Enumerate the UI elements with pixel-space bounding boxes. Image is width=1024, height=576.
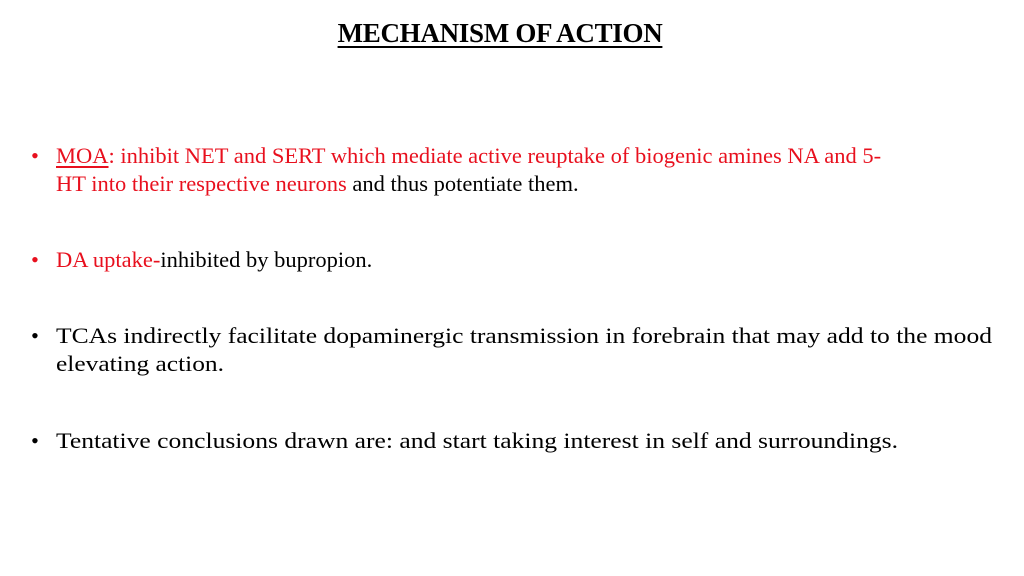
moa-separator: : [108, 143, 121, 168]
moa-line1-text: inhibit NET and SERT which mediate active reuptake of biogenic amines NA and 5- [120, 143, 882, 168]
bullet-dot: • [31, 428, 39, 453]
bullet-dot: • [31, 247, 39, 272]
da-uptake-term: DA uptake- [56, 247, 161, 272]
bullet-tcas [31, 322, 1024, 378]
bullet-moa [31, 142, 1024, 198]
moa-term: MOA [56, 143, 109, 168]
tentative-conclusions-text: Tentative conclusions drawn are: and start taking interest in self and surroundings. [56, 428, 898, 453]
moa-line2-red-text: HT into their respective neurons [56, 171, 347, 196]
tcas-line1: TCAs indirectly facilitate dopaminergic transmission in forebrain that may add to the mood [56, 323, 992, 348]
slide-title: MECHANISM OF ACTION [337, 18, 663, 48]
da-uptake-text: inhibited by bupropion. [160, 247, 373, 272]
bullet-dot: • [31, 323, 39, 348]
bullet-tentative-conclusions [31, 427, 1024, 455]
bullet-da-uptake [31, 246, 1024, 274]
moa-line2-black-text: and thus potentiate them. [346, 171, 579, 196]
tcas-line2: elevating action. [56, 351, 224, 376]
bullet-dot: • [31, 143, 39, 168]
